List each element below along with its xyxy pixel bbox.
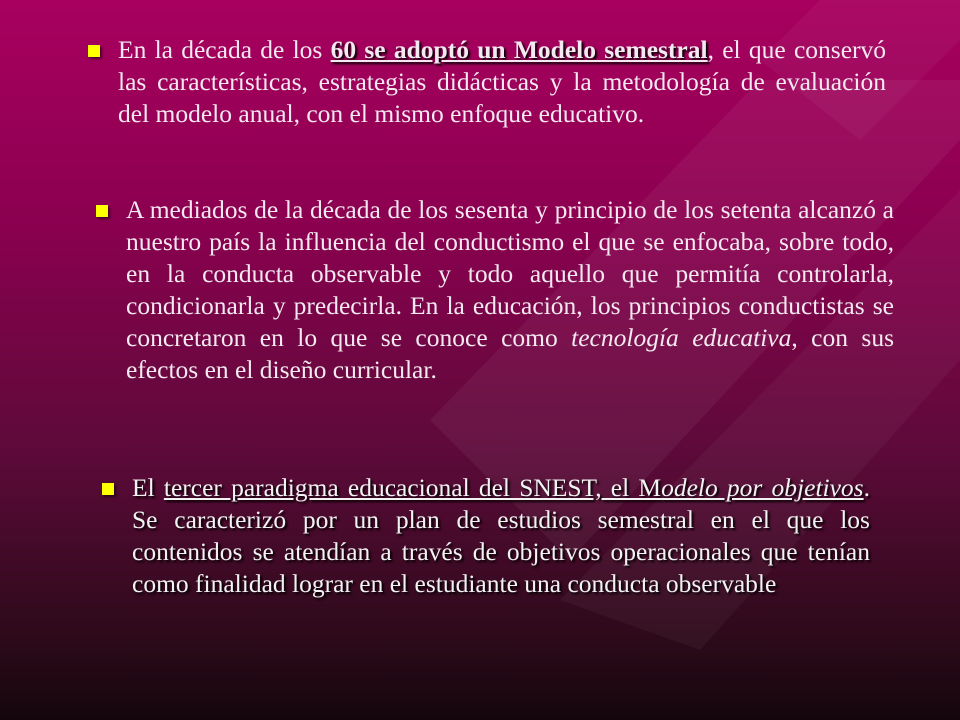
p2-rest: , con sus efectos en el diseño curricular. (126, 323, 895, 384)
paragraph-behaviorism (126, 194, 894, 386)
paragraph-semester-model (118, 34, 886, 130)
p2-text: A mediados de la década de los sesenta y principio de los setenta alcanzó a nuestro país la influencia del conductismo el que se enfocaba, sobre todo, en la conducta observable y todo aquello que permitía controlarla, condicionarla y predecirla. En la educación, los principios conductistas se concretaron en lo que se conoce como (126, 195, 894, 352)
p2-italic: tecnología educativa (571, 323, 792, 352)
paragraph-objectives-model (132, 472, 870, 600)
square-bullet-icon (102, 483, 114, 495)
p1-rest: , el que conservó las características, estrategias didácticas y la metodología de evaluación del modelo anual, con el mismo enfoque educativo. (118, 35, 886, 128)
p3-italic: odelo por objetivos (661, 473, 864, 502)
p3-lead: El (132, 473, 164, 502)
p1-lead: En la década de los (118, 35, 331, 64)
p3-highlight: tercer paradigma educacional del SNEST, el M (163, 473, 662, 502)
square-bullet-icon (88, 45, 100, 57)
square-bullet-icon (96, 205, 108, 217)
p3-rest: . Se caracterizó por un plan de estudios semestral en el que los contenidos se atendían a través de objetivos operacionales que tenían como finalidad lograr en el estudiante una conducta observable (132, 473, 870, 598)
p1-highlight: 60 se adoptó un Modelo semestral (330, 35, 708, 64)
